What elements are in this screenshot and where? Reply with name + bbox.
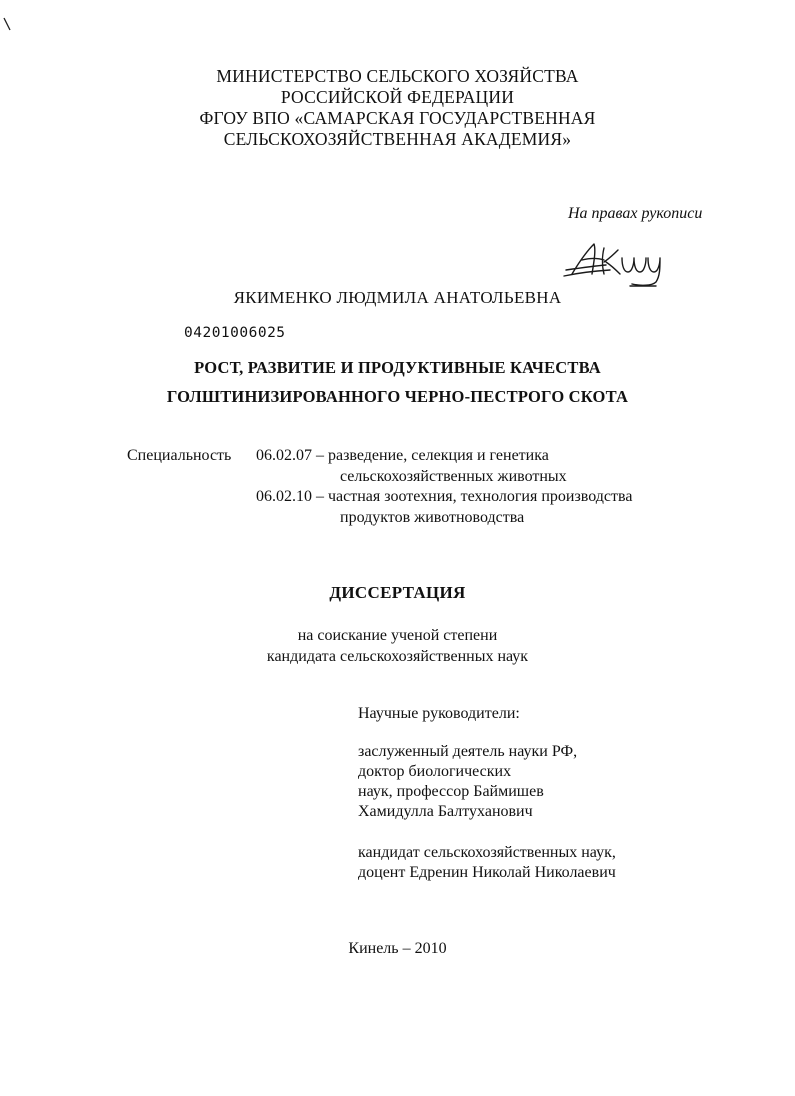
supervisor-line: наук, профессор Баймишев	[358, 783, 544, 800]
registration-number: 04201006025	[184, 325, 286, 341]
thesis-title-line: РОСТ, РАЗВИТИЕ И ПРОДУКТИВНЫЕ КАЧЕСТВА	[194, 358, 601, 377]
specialty-item: 06.02.07 – разведение, селекция и генетика	[256, 447, 549, 464]
rights-note: На правах рукописи	[568, 205, 703, 222]
specialty-item-continuation: сельскохозяйственных животных	[340, 468, 567, 485]
degree-statement	[0, 625, 795, 667]
supervisor-line: доктор биологических	[358, 763, 512, 780]
institution-header	[0, 66, 795, 150]
supervisor-line: Хамидулла Балтуханович	[358, 803, 533, 820]
specialty-label: Специальность	[127, 447, 232, 464]
supervisor-second	[358, 843, 616, 883]
document-type: ДИССЕРТАЦИЯ	[329, 583, 466, 602]
author-signature	[560, 236, 680, 288]
degree-line: на соискание ученой степени	[297, 627, 498, 644]
supervisors-title: Научные руководители:	[358, 705, 520, 722]
degree-line: кандидата сельскохозяйственных наук	[266, 648, 529, 665]
header-line: РОССИЙСКОЙ ФЕДЕРАЦИИ	[280, 87, 515, 107]
supervisor-first	[358, 742, 577, 822]
supervisor-line: заслуженный деятель науки РФ,	[358, 743, 578, 760]
supervisor-line: доцент Едренин Николай Николаевич	[358, 864, 616, 881]
header-line: ФГОУ ВПО «САМАРСКАЯ ГОСУДАРСТВЕННАЯ	[199, 108, 596, 128]
author-name: ЯКИМЕНКО ЛЮДМИЛА АНАТОЛЬЕВНА	[233, 288, 562, 307]
supervisor-line: кандидат сельскохозяйственных наук,	[358, 844, 616, 861]
header-line: МИНИСТЕРСТВО СЕЛЬСКОГО ХОЗЯЙСТВА	[216, 66, 579, 86]
header-line: СЕЛЬСКОХОЗЯЙСТВЕННАЯ АКАДЕМИЯ»	[223, 129, 572, 149]
specialty-item: 06.02.10 – частная зоотехния, технология производства	[256, 488, 633, 505]
place-year: Кинель – 2010	[348, 940, 447, 957]
thesis-title-line: ГОЛШТИНИЗИРОВАННОГО ЧЕРНО-ПЕСТРОГО СКОТА	[166, 387, 629, 406]
scan-mark	[3, 17, 11, 31]
specialty-item-continuation: продуктов животноводства	[340, 509, 525, 526]
